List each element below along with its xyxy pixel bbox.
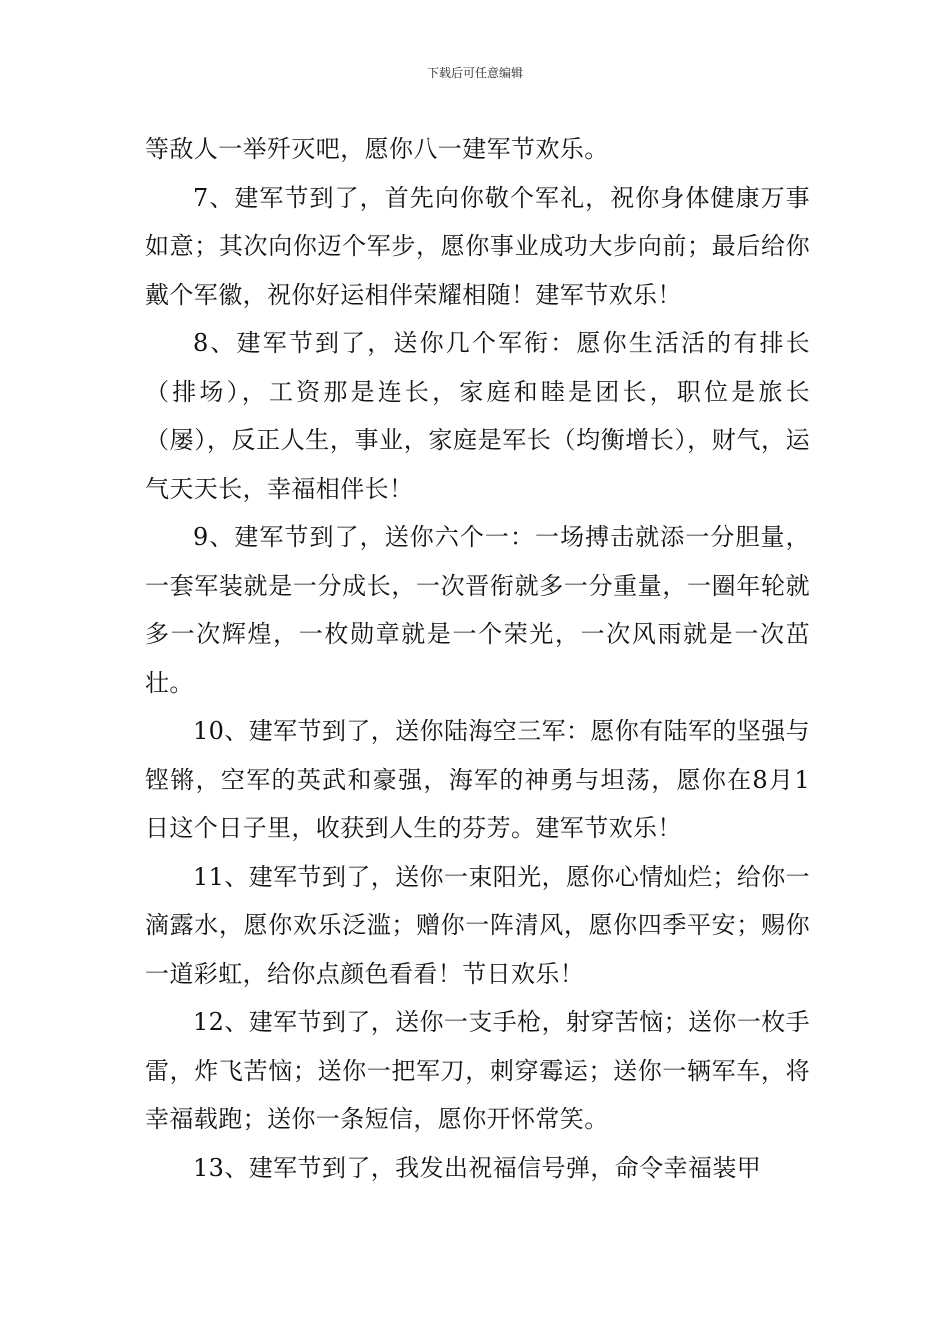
paragraph-13: 13、建军节到了，我发出祝福信号弹，命令幸福装甲 (193, 1153, 762, 1182)
paragraph-9: 9、建军节到了，送你六个一：一场搏击就添一分胆量，一套军装就是一分成长，一次晋衔就多一分重量，一圈年轮就多一次辉煌，一枚勋章就是一个荣光，一次风雨就是一次茁壮。 (145, 523, 810, 697)
paragraph-8: 8、建军节到了，送你几个军衔：愿你生活活的有排长（排场），工资那是连长，家庭和睦是团长，职位是旅长（屡），反正人生，事业，家庭是军长（均衡增长），财气，运气天天长，幸福相伴长！ (145, 329, 810, 503)
page-header: 下载后可任意编辑 (426, 66, 523, 80)
paragraph-10: 10、建军节到了，送你陆海空三军：愿你有陆军的坚强与铿锵，空军的英武和豪强，海军的神勇与坦荡，愿你在8月1日这个日子里，收获到人生的芬芳。建军节欢乐！ (145, 717, 810, 842)
paragraph-continuation: 等敌人一举歼灭吧，愿你八一建军节欢乐。 (145, 135, 609, 163)
paragraph-12: 12、建军节到了，送你一支手枪，射穿苦恼；送你一枚手雷，炸飞苦恼；送你一把军刀，刺穿霉运；送你一辆军车，将幸福载跑；送你一条短信，愿你开怀常笑。 (145, 1008, 810, 1133)
paragraph-11: 11、建军节到了，送你一束阳光，愿你心情灿烂；给你一滴露水，愿你欢乐泛滥；赠你一阵清风，愿你四季平安；赐你一道彩虹，给你点颜色看看！节日欢乐！ (145, 862, 810, 988)
paragraph-7: 7、建军节到了，首先向你敬个军礼，祝你身体健康万事如意；其次向你迈个军步，愿你事业成功大步向前；最后给你戴个军徽，祝你好运相伴荣耀相随！建军节欢乐！ (145, 183, 810, 309)
document-body (145, 125, 810, 1192)
